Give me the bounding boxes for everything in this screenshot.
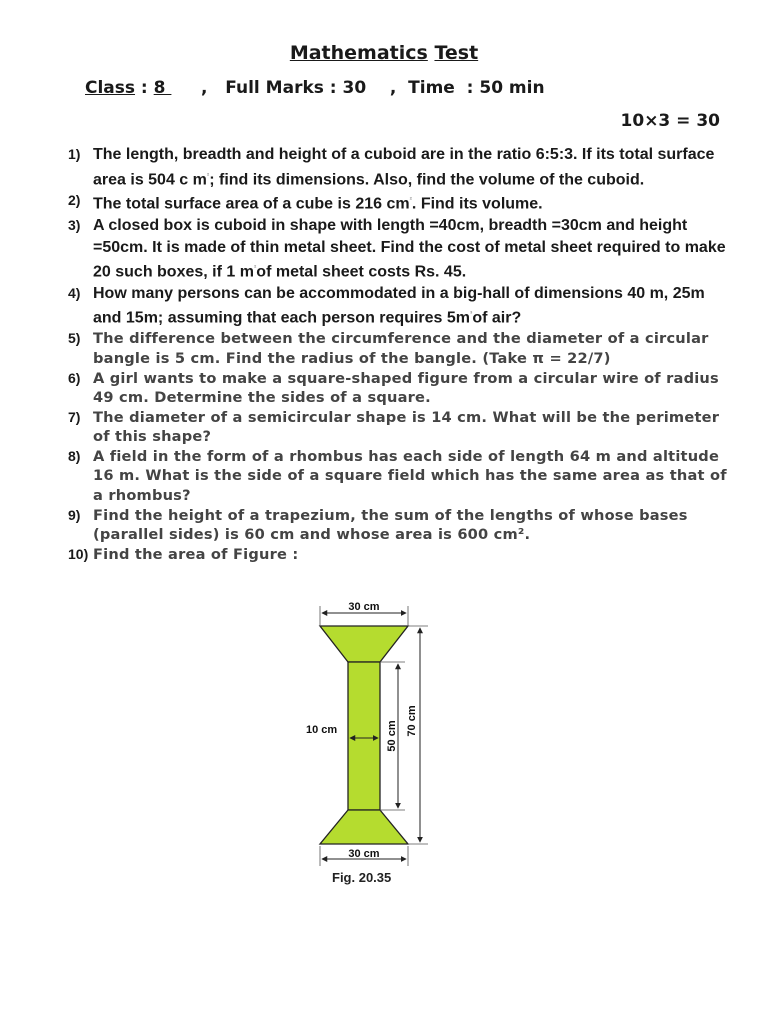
figure-dumbbell-shape	[300, 596, 450, 896]
question-number: 5)	[68, 330, 81, 347]
class-label: Class	[85, 78, 136, 98]
question-number: 3)	[68, 217, 81, 234]
top-trapezium	[320, 626, 408, 662]
full-marks: Full Marks : 30	[225, 78, 367, 98]
question-1	[68, 144, 728, 190]
question-number: 6)	[68, 369, 81, 386]
question-number: 4)	[68, 284, 81, 301]
question-list	[68, 144, 728, 564]
time-limit: Time : 50 min	[408, 78, 545, 98]
question-text: The total surface area of a cube is 216 $cm^{^2}$. Find its volume.	[93, 195, 543, 213]
stem-width-label: 10 cm	[306, 724, 338, 736]
question-number: 8)	[68, 447, 81, 464]
question-text: Find the height of a trapezium, the sum of the lengths of whose bases (parallel sides) is 60 cm and whose area is 600 cm².	[93, 506, 688, 544]
question-number: 1)	[68, 146, 81, 162]
question-text: A closed box is cuboid in shape with length =40cm, breadth =30cm and height =50cm. It is made of thin metal sheet. Find the cost of metal sheet required to make 20 such boxes, if 1 $m^{^2}of$ metal sheet costs Rs. 45.	[93, 217, 726, 281]
question-8	[68, 447, 728, 506]
question-5	[68, 329, 728, 368]
title-word-mathematics: Mathematics	[289, 42, 428, 64]
bottom-width-label: 30 cm	[348, 848, 380, 860]
title-word-test: Test	[434, 42, 479, 64]
question-text: A girl wants to make a square-shaped figure from a circular wire of radius 49 cm. Determine the sides of a square.	[93, 369, 719, 407]
question-4	[68, 283, 728, 329]
question-7	[68, 408, 728, 447]
test-meta-line: Class : 8 , Full Marks : 30 , Time : 50 min	[85, 78, 545, 98]
marks-formula: 10×3 = 30	[620, 111, 720, 131]
page-title	[0, 42, 768, 64]
question-6	[68, 369, 728, 408]
question-number: 7)	[68, 408, 81, 425]
stem-height-label: 50 cm	[386, 720, 398, 752]
question-number: 10)	[68, 545, 89, 562]
question-text: The length, breadth and height of a cuboid are in the ratio 6:5:3. If its total surface area is 504 c $m^{^2}$; find its dimensions. Also, find the volume of the cuboid.	[93, 146, 715, 188]
question-text: The difference between the circumference and the diameter of a circular bangle is 5 cm. Find the radius of the bangle. (Take π = 22/7)	[93, 330, 709, 367]
question-3	[68, 215, 728, 283]
question-text: How many persons can be accommodated in a big-hall of dimensions 40 m, 25m and 15m; assuming that each person requires $5m^{^3}of$ air?	[93, 284, 705, 327]
bottom-trapezium	[320, 810, 408, 844]
question-number: 9)	[68, 506, 81, 523]
question-10	[68, 545, 728, 565]
question-text: The diameter of a semicircular shape is 14 cm. What will be the perimeter of this shape?	[93, 408, 720, 446]
question-9	[68, 506, 728, 545]
question-number: 2)	[68, 192, 81, 209]
stem-rectangle	[348, 662, 380, 810]
figure-caption: Fig. 20.35	[332, 870, 392, 885]
question-2	[68, 190, 728, 215]
question-text: Find the area of Figure :	[93, 545, 299, 563]
total-height-label: 70 cm	[406, 705, 418, 737]
top-width-label: 30 cm	[348, 601, 380, 613]
class-value: 8	[153, 78, 166, 98]
question-text: A field in the form of a rhombus has each side of length 64 m and altitude 16 m. What is the side of a square field which has the same area as that of a rhombus?	[93, 447, 727, 505]
